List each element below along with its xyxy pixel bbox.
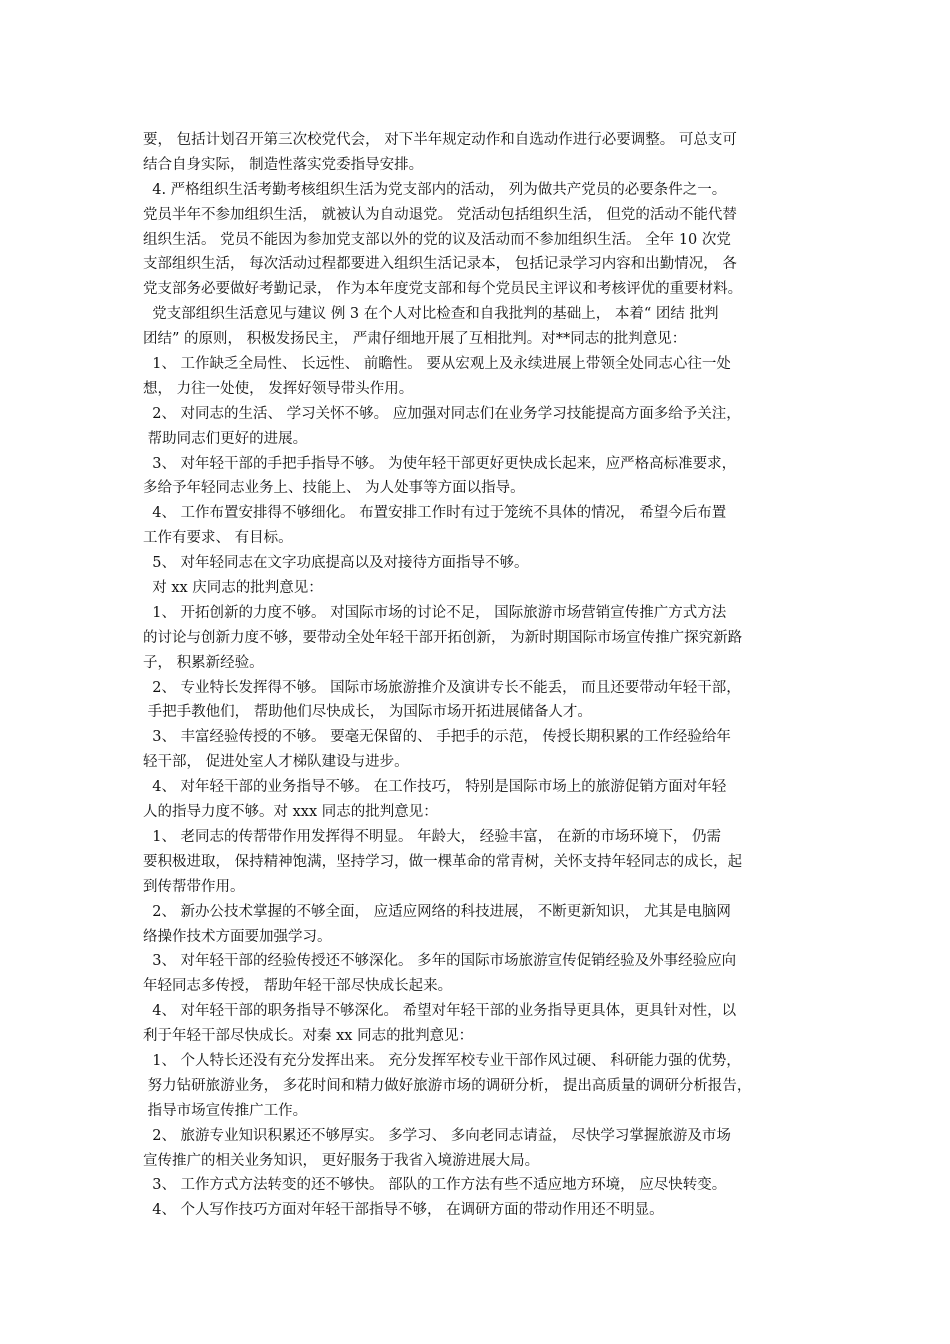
text-line: 1、 老同志的传帮带作用发挥得不明显。 年龄大， 经验丰富， 在新的市场环境下， 仍需 xyxy=(143,828,721,845)
text-line: 到传帮带作用。 xyxy=(143,878,245,895)
text-line: 1、 个人特长还没有充分发挥出来。 充分发挥军校专业干部作风过硬、 科研能力强的优势， xyxy=(143,1052,741,1069)
document-body xyxy=(143,128,815,1223)
text-line: 2、 旅游专业知识积累还不够厚实。 多学习、 多向老同志请益， 尽快学习掌握旅游及市场 xyxy=(143,1127,731,1144)
text-line: 4. 严格组织生活考勤考核组织生活为党支部内的活动， 列为做共产党员的必要条件之一。 xyxy=(143,181,727,198)
text-line: 利于年轻干部尽快成长。对秦 xx 同志的批判意见： xyxy=(143,1028,474,1045)
text-line: 2、 新办公技术掌握的不够全面， 应适应网络的科技进展， 不断更新知识， 尤其是电脑网 xyxy=(143,903,731,920)
text-line: 4、 对年轻干部的业务指导不够。 在工作技巧， 特别是国际市场上的旅游促销方面对年轻 xyxy=(143,779,727,796)
text-line: 党员半年不参加组织生活， 就被认为自动退党。 党活动包括组织生活， 但党的活动不能代替 xyxy=(143,206,737,223)
text-line: 党支部组织生活意见与建议 例 3 在个人对比检查和自我批判的基础上， 本着“ 团结 批判 xyxy=(143,306,719,323)
text-line: 轻干部， 促进处室人才梯队建设与进步。 xyxy=(143,754,409,771)
text-line: 3、 丰富经验传授的不够。 要毫无保留的、 手把手的示范， 传授长期积累的工作经验给年 xyxy=(143,729,731,746)
text-line: 帮助同志们更好的进展。 xyxy=(143,430,308,447)
text-line: 1、 工作缺乏全局性、 长远性、 前瞻性。 要从宏观上及永续进展上带领全处同志心往一处 xyxy=(143,356,731,373)
text-line: 4、 对年轻干部的职务指导不够深化。 希望对年轻干部的业务指导更具体，更具针对性，以 xyxy=(143,1003,737,1020)
text-line: 多给予年轻同志业务上、技能上、 为人处事等方面以指导。 xyxy=(143,480,525,497)
text-line: 3、 对年轻干部的手把手指导不够。 为使年轻干部更好更快成长起来，应严格高标准要求， xyxy=(143,455,737,472)
text-line: 1、 开拓创新的力度不够。 对国际市场的讨论不足， 国际旅游市场营销宣传推广方式方法 xyxy=(143,604,727,621)
text-line: 2、 对同志的生活、 学习关怀不够。 应加强对同志们在业务学习技能提高方面多给予关注， xyxy=(143,405,741,422)
text-line: 努力钻研旅游业务， 多花时间和精力做好旅游市场的调研分析， 提出高质量的调研分析报告， xyxy=(143,1077,752,1094)
text-line: 团结” 的原则， 积极发扬民主， 严肃仔细地开展了互相批判。对**同志的批判意见： xyxy=(143,331,687,348)
text-line: 4、 个人写作技巧方面对年轻干部指导不够， 在调研方面的带动作用还不明显。 xyxy=(143,1202,664,1219)
text-line: 想， 力往一处使， 发挥好领导带头作用。 xyxy=(143,380,414,397)
text-line: 子， 积累新经验。 xyxy=(143,654,264,671)
text-line: 手把手教他们， 帮助他们尽快成长， 为国际市场开拓进展储备人才。 xyxy=(143,704,592,721)
text-line: 要， 包括计划召开第三次校党代会， 对下半年规定动作和自选动作进行必要调整。 可总支可 xyxy=(143,132,737,148)
text-line: 4、 工作布置安排得不够细化。 布置安排工作时有过于笼统不具体的情况， 希望今后布置 xyxy=(143,505,727,522)
text-line: 络操作技术方面要加强学习。 xyxy=(143,928,332,945)
text-line: 要积极进取， 保持精神饱满，坚持学习，做一棵革命的常青树，关怀支持年轻同志的成长，起 xyxy=(143,853,743,870)
text-line: 工作有要求、 有目标。 xyxy=(143,530,293,547)
text-line: 组织生活。 党员不能因为参加党支部以外的党的议及活动而不参加组织生活。 全年 10 次党 xyxy=(143,231,731,248)
text-line: 支部组织生活， 每次活动过程都要进入组织生活记录本， 包括记录学习内容和出勤情况， 各 xyxy=(143,256,737,273)
text-line: 人的指导力度不够。对 xxx 同志的批判意见： xyxy=(143,804,438,821)
text-line: 的讨论与创新力度不够，要带动全处年轻干部开拓创新， 为新时期国际市场宣传推广探究新路 xyxy=(143,629,743,646)
text-line: 宣传推广的相关业务知识， 更好服务于我省入境游进展大局。 xyxy=(143,1152,540,1169)
text-line: 结合自身实际， 制造性落实党委指导安排。 xyxy=(143,156,424,173)
text-line: 2、 专业特长发挥得不够。 国际市场旅游推介及演讲专长不能丢， 而且还要带动年轻干部， xyxy=(143,679,741,696)
text-line: 3、 工作方式方法转变的还不够快。 部队的工作方法有些不适应地方环境， 应尽快转变。 xyxy=(143,1177,727,1194)
text-line: 党支部务必要做好考勤记录， 作为本年度党支部和每个党员民主评议和考核评优的重要材料。 xyxy=(143,281,743,298)
text-line: 3、 对年轻干部的经验传授还不够深化。 多年的国际市场旅游宣传促销经验及外事经验应向 xyxy=(143,953,737,970)
text-line: 年轻同志多传授， 帮助年轻干部尽快成长起来。 xyxy=(143,978,453,995)
text-line: 指导市场宣传推广工作。 xyxy=(143,1102,308,1119)
text-line: 5、 对年轻同志在文字功底提高以及对接待方面指导不够。 xyxy=(143,555,529,572)
text-line: 对 xx 庆同志的批判意见： xyxy=(143,580,323,597)
